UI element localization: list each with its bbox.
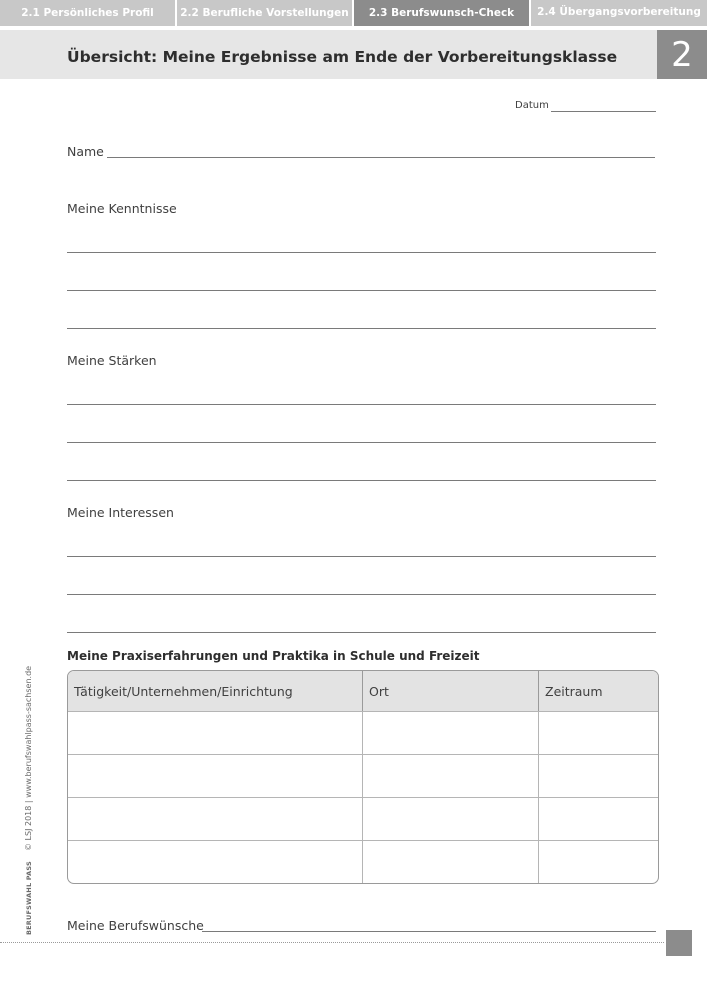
table-cell[interactable] [363, 711, 539, 754]
table-header-row [68, 671, 658, 711]
table-row [68, 797, 658, 840]
column-header-ort: Ort [363, 671, 539, 711]
column-header-zeitraum: Zeitraum [539, 671, 658, 711]
table-cell[interactable] [68, 711, 363, 754]
table-row [68, 711, 658, 754]
kenntnisse-label: Meine Kenntnisse [67, 201, 177, 216]
interessen-label: Meine Interessen [67, 505, 174, 520]
table-cell[interactable] [68, 754, 363, 797]
name-field[interactable] [107, 157, 655, 158]
table-cell[interactable] [539, 840, 658, 883]
praxis-heading: Meine Praxiserfahrungen und Praktika in Schule und Freizeit [67, 649, 480, 663]
datum-label: Datum [515, 100, 549, 111]
staerken-line-2[interactable] [67, 442, 656, 443]
table-cell[interactable] [363, 840, 539, 883]
staerken-line-1[interactable] [67, 404, 656, 405]
column-header-taetigkeit: Tätigkeit/Unternehmen/Einrichtung [68, 671, 363, 711]
table-cell[interactable] [68, 840, 363, 883]
table-cell[interactable] [539, 754, 658, 797]
kenntnisse-line-3[interactable] [67, 328, 656, 329]
kenntnisse-line-1[interactable] [67, 252, 656, 253]
page-marker [666, 930, 692, 956]
staerken-label: Meine Stärken [67, 353, 157, 368]
table-cell[interactable] [363, 797, 539, 840]
tab-berufliche-vorstellungen[interactable]: 2.2 Berufliche Vorstellungen [177, 0, 354, 26]
name-label: Name [67, 144, 104, 159]
interessen-line-1[interactable] [67, 556, 656, 557]
copyright-text: © LSJ 2018 | www.berufswahlpass-sachsen.de [24, 665, 33, 851]
staerken-line-3[interactable] [67, 480, 656, 481]
table-cell[interactable] [539, 797, 658, 840]
dotted-divider [0, 942, 664, 943]
table-cell[interactable] [539, 711, 658, 754]
side-footer [24, 666, 33, 935]
section-tabs [0, 0, 707, 26]
kenntnisse-line-2[interactable] [67, 290, 656, 291]
praxis-table [67, 670, 659, 884]
interessen-line-2[interactable] [67, 594, 656, 595]
berufswuensche-field[interactable] [202, 931, 656, 932]
datum-field[interactable] [551, 111, 656, 112]
tab-uebergangsvorbereitung[interactable]: 2.4 Übergangsvorbereitung [531, 0, 707, 26]
table-cell[interactable] [363, 754, 539, 797]
brand-logo-text: BERUFSWAHL PASS [25, 861, 33, 935]
berufswuensche-label: Meine Berufswünsche [67, 918, 204, 933]
page-title: Übersicht: Meine Ergebnisse am Ende der Vorbereitungsklasse [67, 48, 618, 66]
interessen-line-3[interactable] [67, 632, 656, 633]
chapter-number: 2 [657, 30, 707, 79]
table-row [68, 840, 658, 883]
table-cell[interactable] [68, 797, 363, 840]
table-row [68, 754, 658, 797]
title-bar [0, 30, 657, 79]
tab-berufswunsch-check[interactable]: 2.3 Berufswunsch-Check [354, 0, 531, 26]
tab-persoenliches-profil[interactable]: 2.1 Persönliches Profil [0, 0, 177, 26]
